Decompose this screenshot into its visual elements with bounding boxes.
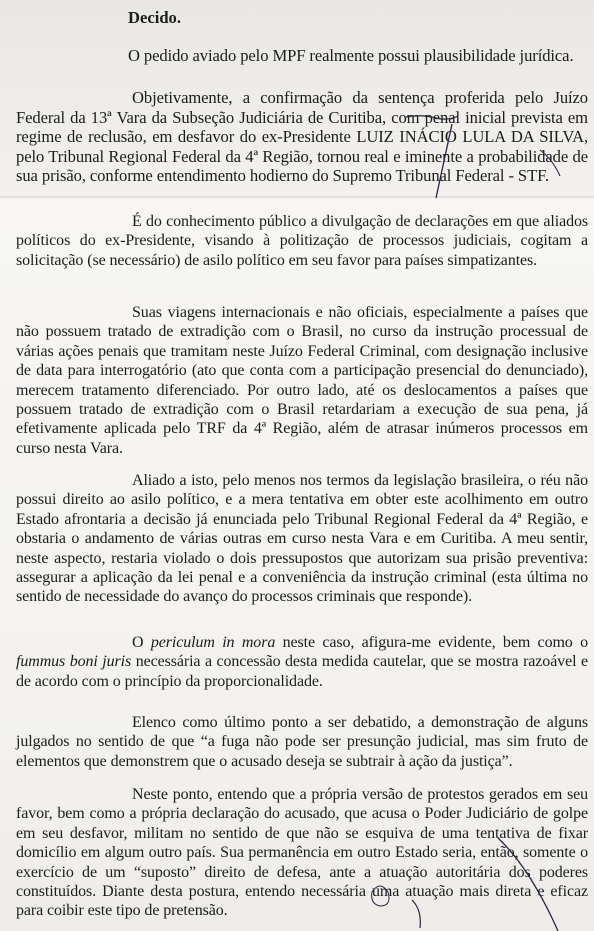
paragraph-plausibility: O pedido aviado pelo MPF realmente possui plausibilidade jurídica. [128, 46, 574, 65]
decision-heading: Decido. [128, 8, 181, 27]
paragraph-sentence-confirmation: Objetivamente, a confirmação da sentença proferida pelo Juízo Federal da 13ª Vara da Subseção Judiciária de Curitiba, com penal inicial prevista em regime de reclusão, em desfavor do ex-Presidente LUIZ INÁCIO LULA DA SILVA, pelo Tribunal Regional Federal da 4ª Região, tornou real e iminente a probabilidade de sua prisão, conforme entendimento hodierno do Supremo Tribunal Federal - STF. [16, 88, 588, 185]
paragraph-defense-stance: Neste ponto, entendo que a própria versão de protestos gerados em seu favor, bem como a própria declaração do acusado, que acusa o Poder Judiciário de golpe em seu desfavor, militam no sentido de que não se esquiva de uma tentativa de fixar domicílio em algum outro país. Sua permanência em outro Estado seria, então, somente o exercício de um “suposto” direito de defesa, ante a atuação autoritária dos poderes constituídos. Diante desta postura, entendo necessária uma atuação mais direta e eficaz para coibir este tipo de pretensão. [16, 786, 588, 920]
paragraph-international-travel: Suas viagens internacionais e não oficiais, especialmente a países que não possuem tratado de extradição com o Brasil, no curso da instrução processual de várias ações penais que tramitam neste Juízo Federal Criminal, com designação inclusive de data para interrogatório (ato que conta com a participação presencial do denunciado), merecem tratamento diferenciado. Por outro lado, até os deslocamentos a países que possuem tratado de extradição com o Brasil retardariam a execução de sua pena, já efetivamente aplicada pelo TRF da 4ª Região, além de atrasar inúmeros processos em curso nesta Vara. [16, 304, 588, 457]
paragraph-flight-jurisprudence: Elenco como último ponto a ser debatido, a demonstração de alguns julgados no sentido de que “a fuga não pode ser presunção judicial, mas sim fruto de elementos que demonstrem que o acusado deseja se subtrair à ação da justiça”. [16, 714, 588, 770]
p6-text-b: neste caso, afigura-me evidente, bem como o [275, 634, 588, 651]
paragraph-asylum-declarations: É do conhecimento público a divulgação de declarações em que aliados políticos do ex-Presidente, visando à politização de processos judiciais, cogitam a solicitação (se necessário) de asilo político em seu favor para países simpatizantes. [16, 213, 588, 269]
p6-text-c: necessária a concessão desta medida cautelar, que se mostra razoável e de acordo com o princípio da proporcionalidade. [16, 653, 588, 690]
paragraph-periculum-in-mora [16, 633, 588, 691]
p6-latin-term-2: fummus boni juris [16, 653, 132, 671]
paragraph-asylum-rights: Aliado a isto, pelo menos nos termos da legislação brasileira, o réu não possui direito ao asilo político, e a mera tentativa em obter este acolhimento em outro Estado afrontaria a decisão já enunciada pelo Tribunal Regional Federal da 4ª Região, e obstaria o andamento de várias outras em curso nesta Vara e em Curitiba. A meu sentir, neste aspecto, restaria violado o dois pressupostos que autorizam sua prisão preventiva: assegurar a aplicação da lei penal e a conveniência da instrução criminal (esta última no sentido de necessidade do avanço do processos criminais que responde). [16, 472, 588, 606]
p6-text-a: O [132, 634, 151, 651]
p6-latin-term-1: periculum in mora [150, 634, 276, 651]
